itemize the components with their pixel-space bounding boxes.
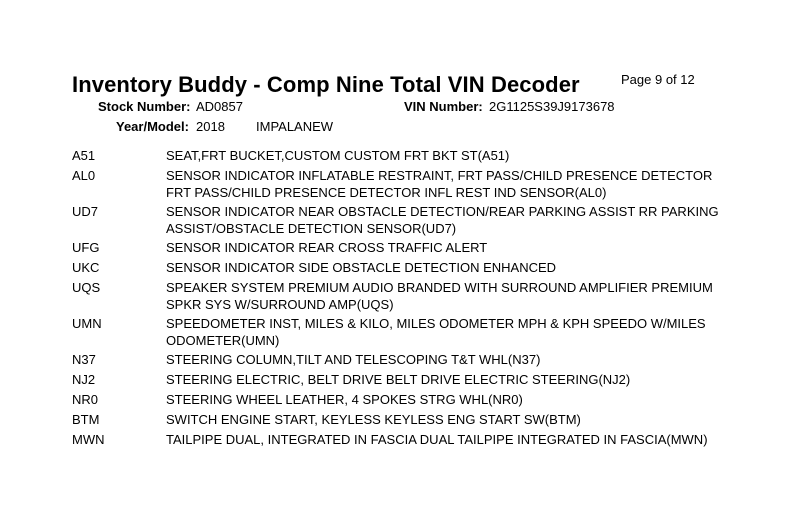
option-description: SENSOR INDICATOR INFLATABLE RESTRAINT, FRT PASS/CHILD PRESENCE DETECTOR FRT PASS/CHILD PRESENCE DETECTOR INFL REST IND SENSOR(AL0) xyxy=(166,168,713,200)
option-description: STEERING WHEEL LEATHER, 4 SPOKES STRG WHL(NR0) xyxy=(166,392,523,407)
option-row xyxy=(72,391,732,409)
option-row xyxy=(72,411,732,429)
stock-number-label: Stock Number: xyxy=(98,99,191,114)
option-code: NR0 xyxy=(72,392,99,407)
option-code: NJ2 xyxy=(72,372,96,387)
stock-number-row xyxy=(98,99,243,114)
option-code: AL0 xyxy=(72,168,96,183)
option-description: SENSOR INDICATOR SIDE OBSTACLE DETECTION ENHANCED xyxy=(166,260,557,275)
option-row xyxy=(72,315,732,349)
option-row xyxy=(72,371,732,389)
year-model-row xyxy=(116,119,334,134)
option-description: SEAT,FRT BUCKET,CUSTOM CUSTOM FRT BKT ST(A51) xyxy=(166,148,510,163)
page-title: Inventory Buddy - Comp Nine Total VIN Decoder xyxy=(72,72,580,97)
option-row xyxy=(72,431,732,449)
option-row xyxy=(72,279,732,313)
option-row xyxy=(72,239,732,257)
option-row xyxy=(72,259,732,277)
option-row xyxy=(72,351,732,369)
option-code: BTM xyxy=(72,412,100,427)
stock-number-value: AD0857 xyxy=(196,99,243,114)
option-code: UMN xyxy=(72,316,102,331)
option-code: UKC xyxy=(72,260,100,275)
year-model-label: Year/Model: xyxy=(116,119,189,134)
option-code: UQS xyxy=(72,280,101,295)
option-description: TAILPIPE DUAL, INTEGRATED IN FASCIA DUAL TAILPIPE INTEGRATED IN FASCIA(MWN) xyxy=(166,432,708,447)
option-description: SENSOR INDICATOR NEAR OBSTACLE DETECTION/REAR PARKING ASSIST RR PARKING ASSIST/OBSTACLE DETECTION SENSOR(UD7) xyxy=(166,204,719,236)
option-row xyxy=(72,147,732,165)
option-description: SENSOR INDICATOR REAR CROSS TRAFFIC ALERT xyxy=(166,240,488,255)
option-code: N37 xyxy=(72,352,96,367)
option-description: SPEAKER SYSTEM PREMIUM AUDIO BRANDED WITH SURROUND AMPLIFIER PREMIUM SPKR SYS W/SURROUND AMP(UQS) xyxy=(166,280,713,312)
option-description: STEERING ELECTRIC, BELT DRIVE BELT DRIVE ELECTRIC STEERING(NJ2) xyxy=(166,372,631,387)
option-row xyxy=(72,167,732,201)
option-code: MWN xyxy=(72,432,105,447)
option-description: SPEEDOMETER INST, MILES & KILO, MILES ODOMETER MPH & KPH SPEEDO W/MILES ODOMETER(UMN) xyxy=(166,316,706,348)
option-code: A51 xyxy=(72,148,96,163)
year-value: 2018 xyxy=(196,119,225,134)
vin-number-value: 2G1125S39J9173678 xyxy=(489,99,615,114)
model-value: IMPALANEW xyxy=(256,119,334,134)
vin-number-row xyxy=(404,99,615,114)
option-code: UD7 xyxy=(72,204,99,219)
page-number: Page 9 of 12 xyxy=(621,72,695,87)
option-description: SWITCH ENGINE START, KEYLESS KEYLESS ENG START SW(BTM) xyxy=(166,412,581,427)
vin-number-label: VIN Number: xyxy=(404,99,483,114)
option-list xyxy=(72,147,732,451)
option-code: UFG xyxy=(72,240,100,255)
option-row xyxy=(72,203,732,237)
option-description: STEERING COLUMN,TILT AND TELESCOPING T&T WHL(N37) xyxy=(166,352,541,367)
